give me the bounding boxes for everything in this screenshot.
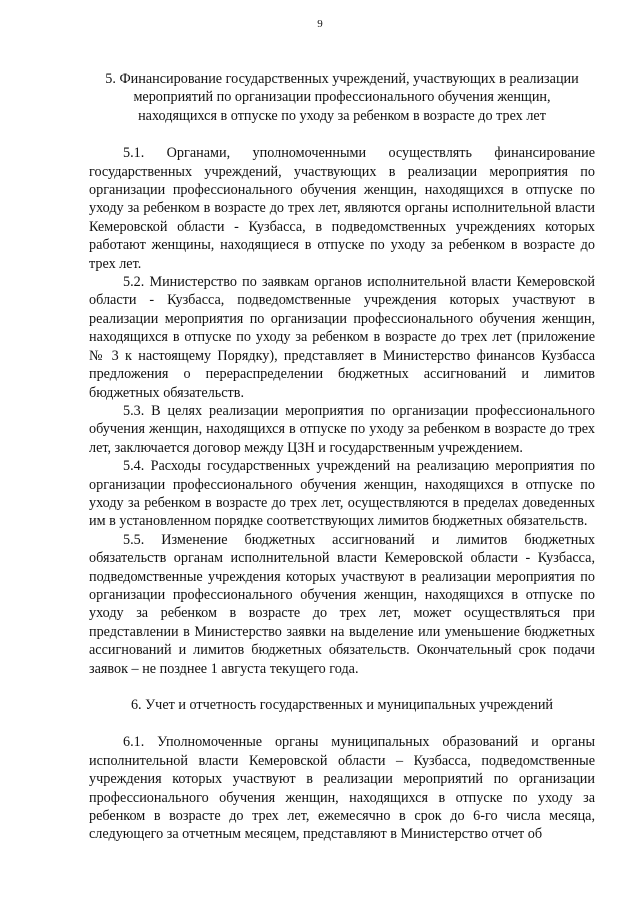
paragraph-6-1: 6.1. Уполномоченные органы муниципальных образований и органы исполнительной власти Кемеровской области – Кузбасса, подведомственные учреждения которых участвуют в реализации мероприятий по организации профессионального обучения женщин, находящихся в отпуске по уходу за ребенком в возрасте до трех лет, ежемесячно в срок до 6-го числа месяца, следующего за отчетным месяцем, представляют в Министерство отчет об	[89, 734, 595, 843]
paragraph-5-1: 5.1. Органами, уполномоченными осуществлять финансирование государственных учреждений, участвующих в реализации мероприятия по организации профессионального обучения женщин, находящихся в отпуске по уходу за ребенком в возрасте до трех лет, являются органы исполнительной власти Кемеровской области - Кузбасса, в подведомственных учреждениях которых работают женщины, находящиеся в отпуске по уходу за ребенком в возрасте до трех лет.	[89, 145, 595, 272]
page-number: 9	[317, 18, 323, 30]
paragraph-5-3: 5.3. В целях реализации мероприятия по организации профессионального обучения женщин, находящихся в отпуске по уходу за ребенком в возрасте до трех лет, заключается договор между ЦЗН и государственным учреждением.	[89, 402, 595, 456]
spacer	[89, 714, 595, 733]
document-body	[89, 70, 595, 844]
paragraph-5-4: 5.4. Расходы государственных учреждений на реализацию мероприятия по организации профессионального обучения женщин, находящихся в отпуске по уходу за ребенком в возрасте до трех лет, осуществляются в пределах доведенных им в установленном порядке соответствующих лимитов бюджетных обязательств.	[89, 458, 595, 530]
paragraph-5-5: 5.5. Изменение бюджетных ассигнований и лимитов бюджетных обязательств органам исполнительной власти Кемеровской области - Кузбасса, подведомственные учреждения которых участвуют в реализации мероприятия по организации профессионального обучения женщин, находящихся в отпуске по уходу за ребенком в возрасте до трех лет, может осуществляться при представлении в Министерство заявки на выделение или уменьшение бюджетных ассигнований и лимитов бюджетных обязательств. Окончательный срок подачи заявок – не позднее 1 августа текущего года.	[89, 531, 595, 677]
paragraph-5-2: 5.2. Министерство по заявкам органов исполнительной власти Кемеровской области - Кузбасса, подведомственные учреждения которых участвуют в реализации мероприятия по организации профессионального обучения женщин, находящихся в отпуске по уходу за ребенком в возрасте до трех лет (приложение № 3 к настоящему Порядку), представляет в Министерство финансов Кузбасса предложения о перераспределении бюджетных ассигнований и лимитов бюджетных обязательств.	[89, 274, 595, 401]
section-6-title: 6. Учет и отчетность государственных и муниципальных учреждений	[130, 697, 554, 713]
spacer	[89, 678, 595, 696]
section-5-title: 5. Финансирование государственных учреждений, участвующих в реализации мероприятий по организации профессионального обучения женщин, находящихся в отпуске по уходу за ребенком в возрасте до трех лет	[105, 71, 579, 124]
spacer	[89, 125, 595, 144]
